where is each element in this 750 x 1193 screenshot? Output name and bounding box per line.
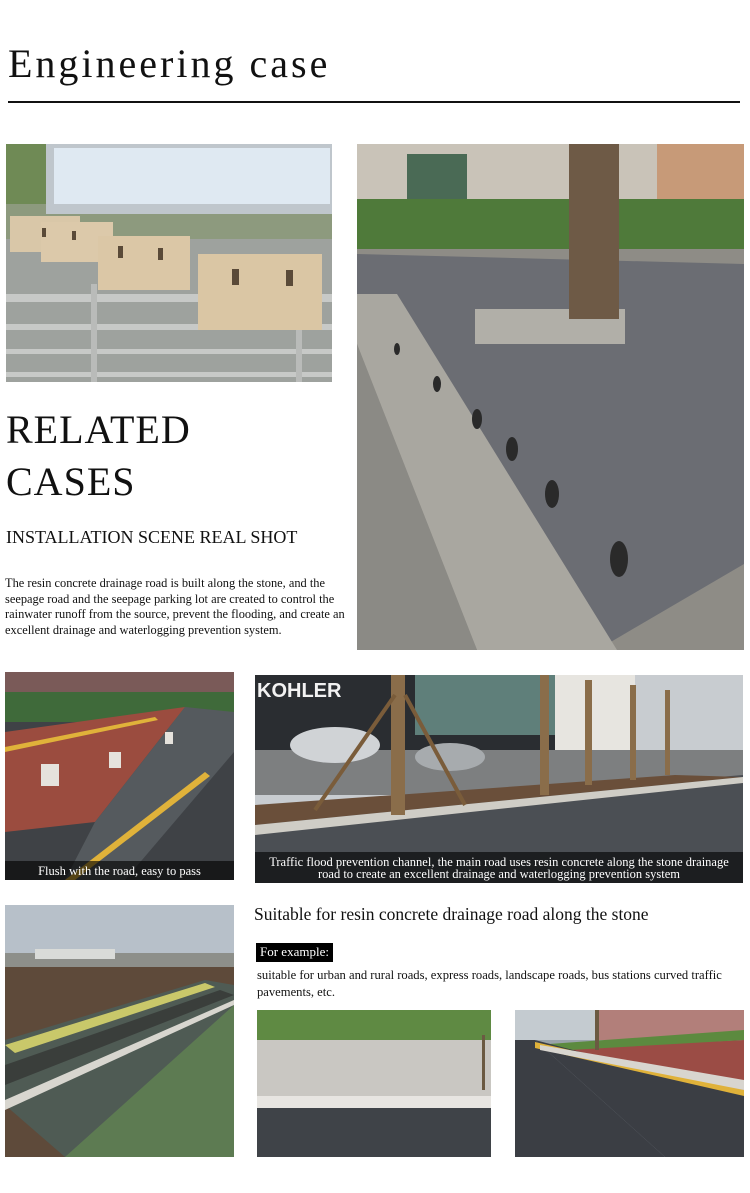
related-heading-line2: CASES xyxy=(6,459,136,504)
page-title: Engineering case xyxy=(8,41,331,86)
installation-subtitle: INSTALLATION SCENE REAL SHOT xyxy=(6,527,298,547)
permeable-paving-photo xyxy=(5,905,234,1157)
flush-road-caption: Flush with the road, easy to pass xyxy=(5,861,234,880)
usage-examples: suitable for urban and rural roads, express roads, landscape roads, bus stations curved traffic pavements, etc. xyxy=(257,968,722,999)
usage-heading: Suitable for resin concrete drainage road along the stone xyxy=(254,904,649,924)
product-samples-photo xyxy=(6,144,332,382)
for-example-label: For example: xyxy=(256,943,333,962)
related-heading-line1: RELATED xyxy=(6,407,191,452)
related-description: The resin concrete drainage road is built along the stone, and the seepage road and the seepage parking lot are created to control the rainwater runoff from the source, prevent the flooding, and create an excellent drainage and waterlogging prevention system. xyxy=(5,576,345,637)
related-cases-heading xyxy=(6,404,191,508)
curved-road-photo xyxy=(515,1010,744,1157)
paved-plaza-channel-photo xyxy=(257,1010,491,1157)
title-divider xyxy=(8,101,740,103)
flush-road-photo xyxy=(5,672,234,880)
kohler-sign: KOHLER xyxy=(257,680,342,702)
sidewalk-curb-drain-photo xyxy=(357,144,744,650)
traffic-channel-photo xyxy=(255,675,743,883)
traffic-channel-caption: Traffic flood prevention channel, the main road uses resin concrete along the stone drainage road to create an excellent drainage and waterlogging prevention system xyxy=(255,852,743,883)
